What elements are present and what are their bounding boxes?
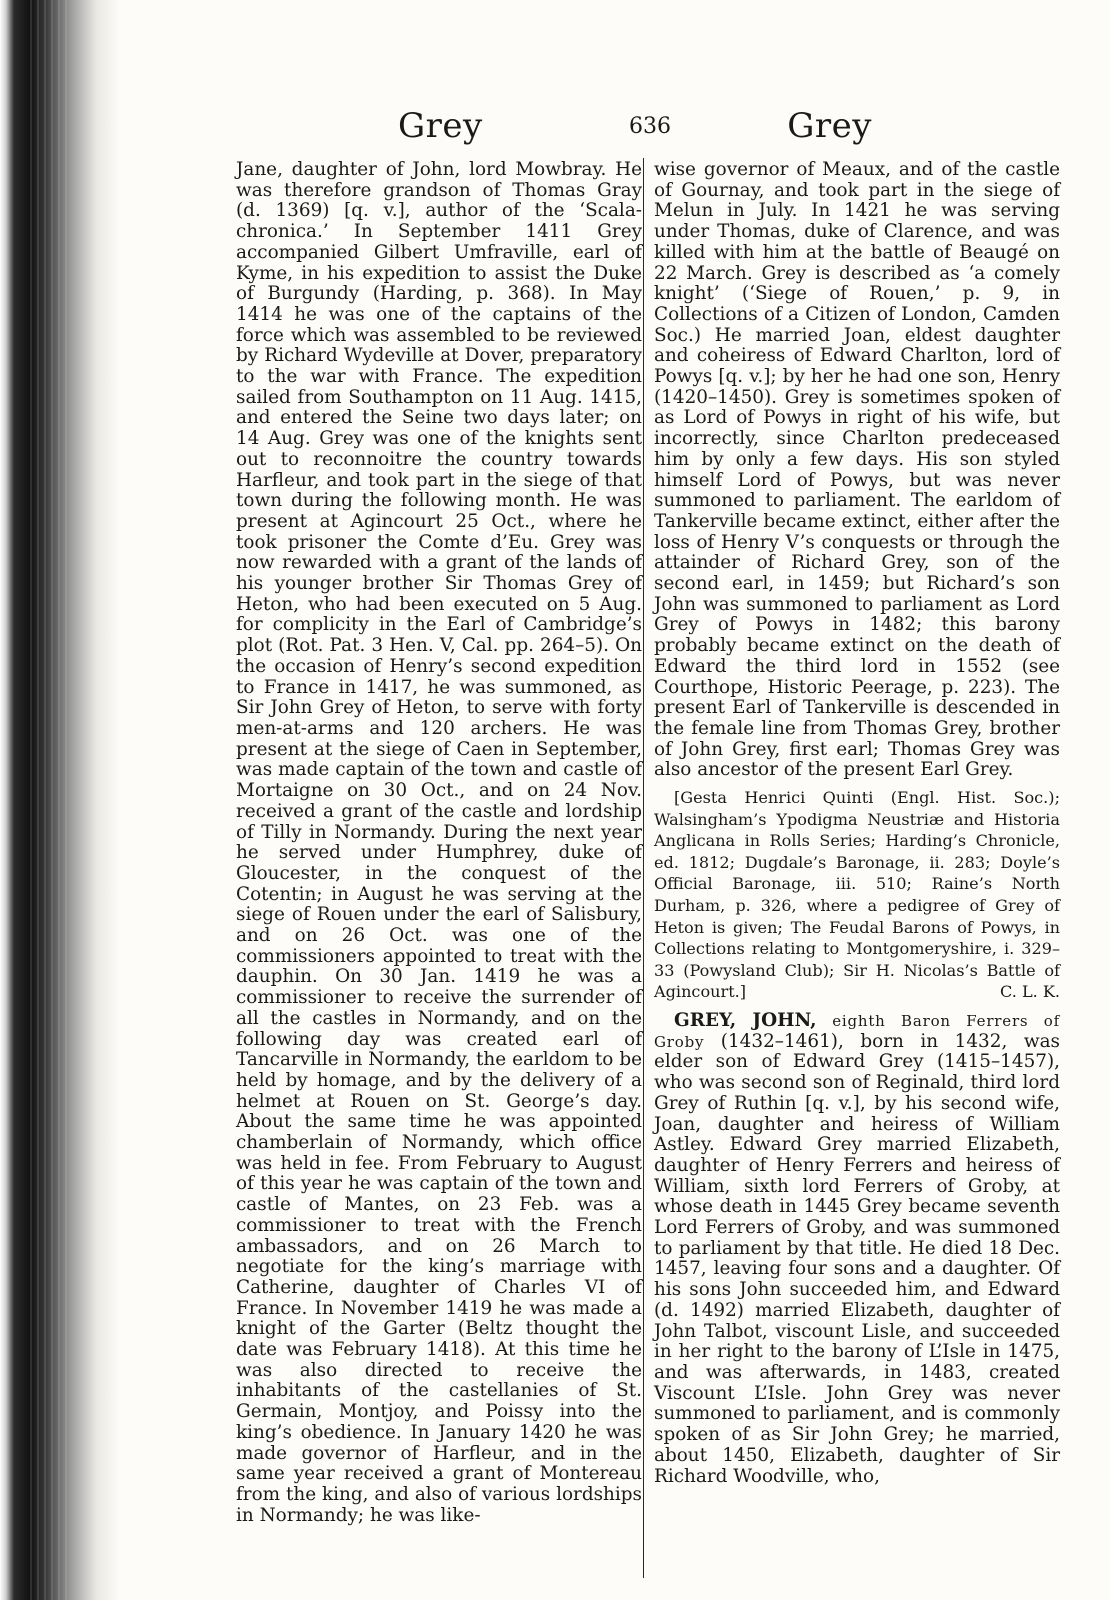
references-text: [Gesta Henrici Quinti (Engl. Hist. Soc.); Walsingham’s Ypodigma Neustriæ and Historia Anglicana in Rolls Series; Harding’s Chronicle, ed. 1812; Dugdale’s Baronage, ii. 283; Doyle’s Official Baronage, iii. 510; Raine’s North Durham, p. 326, where a pedigree of Grey of Heton is given; The Feudal Barons of Powys, in Collections relating to Montgomeryshire, i. 329–33 (Powysland Club); Sir H. Nicolas’s Battle of Agincourt.]	[654, 788, 1060, 1002]
running-header	[240, 106, 1060, 156]
running-title-left: Grey	[398, 106, 483, 146]
entry-body: (1432–1461), born in 1432, was elder son of Edward Grey (1415–1457), who was second son of Reginald, third lord Grey of Ruthin [q. v.], by his second wife, Joan, daughter and heiress of William Astley. Edward Grey married Elizabeth, daughter of Henry Ferrers and heiress of William, sixth lord Ferrers of Groby, at whose death in 1445 Grey became seventh Lord Ferrers of Groby, and was summoned to parliament by that title. He died 18 Dec. 1457, leaving four sons and a daughter. Of his sons John succeeded him, and Edward (d. 1492) married Elizabeth, daughter of John Talbot, viscount Lisle, and succeeded in her right to the barony of L’Isle in 1475, and was afterwards, in 1483, created Viscount L’Isle. John Grey was never summoned to parliament, and is commonly spoken of as Sir John Grey; he married, about 1450, Elizabeth, daughter of Sir Richard Woodville, who,	[654, 1030, 1060, 1487]
binding-shadow	[30, 0, 70, 1600]
right-column-text: wise governor of Meaux, and of the castle of Gournay, and took part in the siege of Melun in July. In 1421 he was serving under Thomas, duke of Clarence, and was killed with him at the battle of Beaugé on 22 March. Grey is described as ‘a comely knight’ (‘Siege of Rouen,’ p. 9, in Collections of a Citizen of London, Camden Soc.) He married Joan, eldest daughter and coheiress of Edward Charlton, lord of Powys [q. v.]; by her he had one son, Henry (1420–1450). Grey is sometimes spoken of as Lord of Powys in right of his wife, but incorrectly, since Charlton predeceased him by only a few days. His son styled himself Lord of Powys, but was never summoned to parliament. The earldom of Tankerville became extinct, either after the loss of Henry V’s conquests or through the attainder of Richard Grey, son of the second earl, in 1459; but Richard’s son John was summoned to parliament as Lord Grey of Powys in 1482; this barony probably became extinct on the death of Edward the third lord in 1552 (see Courthope, Historic Peerage, p. 223). The present Earl of Tankerville is descended in the female line from Thomas Grey, brother of John Grey, first earl; Thomas Grey was also ancestor of the present Earl Grey.	[654, 159, 1060, 781]
running-title-right: Grey	[787, 106, 872, 146]
column-divider	[643, 158, 644, 1578]
entry-grey-john	[654, 1011, 1060, 1487]
entry-title: eighth Baron Ferrers of Groby	[654, 1012, 1060, 1051]
author-initials: C. L. K.	[999, 982, 1060, 1002]
references-block	[654, 787, 1060, 1003]
right-column	[654, 160, 1060, 1580]
left-column-text: Jane, daughter of John, lord Mowbray. He was therefore grandson of Thomas Gray (d. 1369) [q. v.], author of the ‘Scala-chronica.’ In September 1411 Grey accompanied Gilbert Umfraville, earl of Kyme, in his expedition to assist the Duke of Burgundy (Harding, p. 368). In May 1414 he was one of the captains of the force which was assembled to be reviewed by Richard Wydeville at Dover, preparatory to the war with France. The expedition sailed from Southampton on 11 Aug. 1415, and entered the Seine two days later; on 14 Aug. Grey was one of the knights sent out to reconnoitre the country towards Harfleur, and took part in the siege of that town during the following month. He was present at Agincourt 25 Oct., where he took prisoner the Comte d’Eu. Grey was now rewarded with a grant of the lands of his younger brother Sir Thomas Grey of Heton, who had been executed on 5 Aug. for complicity in the Earl of Cambridge’s plot (Rot. Pat. 3 Hen. V, Cal. pp. 264–5). On the occasion of Henry’s second expedition to France in 1417, he was summoned, as Sir John Grey of Heton, to serve with forty men-at-arms and 120 archers. He was present at the siege of Caen in September, was made captain of the town and castle of Mortaigne on 30 Oct., and on 24 Nov. received a grant of the castle and lordship of Tilly in Normandy. During the next year he served under Humphrey, duke of Gloucester, in the conquest of the Cotentin; in August he was serving at the siege of Rouen under the earl of Salisbury, and on 26 Oct. was one of the commissioners appointed to treat with the dauphin. On 30 Jan. 1419 he was a commissioner to receive the surrender of all the castles in Normandy, and on the following day was created earl of Tancarville in Normandy, the earldom to be held by homage, and by the delivery of a helmet at Rouen on St. George’s day. About the same time he was appointed chamberlain of Normandy, which office was held in fee. From February to August of this year he was captain of the town and castle of Mantes, on 23 Feb. was a commissioner to treat with the French ambassadors, and on 26 March to negotiate for the king’s marriage with Catherine, daughter of Charles VI of France. In November 1419 he was made a knight of the Garter (Beltz thought the date was February 1418). At this time he was also directed to receive the inhabitants of the castellanies of St. Germain, Montjoy, and Poissy into the king’s obedience. In January 1420 he was made governor of Harfleur, and in the same year received a grant of Montereau from the king, and also of various lordships in Normandy; he was like-	[236, 159, 642, 1526]
left-column	[236, 160, 642, 1580]
book-binding-edge	[0, 0, 120, 1600]
entry-heading: GREY, JOHN,	[674, 1010, 817, 1032]
page-number: 636	[629, 114, 671, 139]
